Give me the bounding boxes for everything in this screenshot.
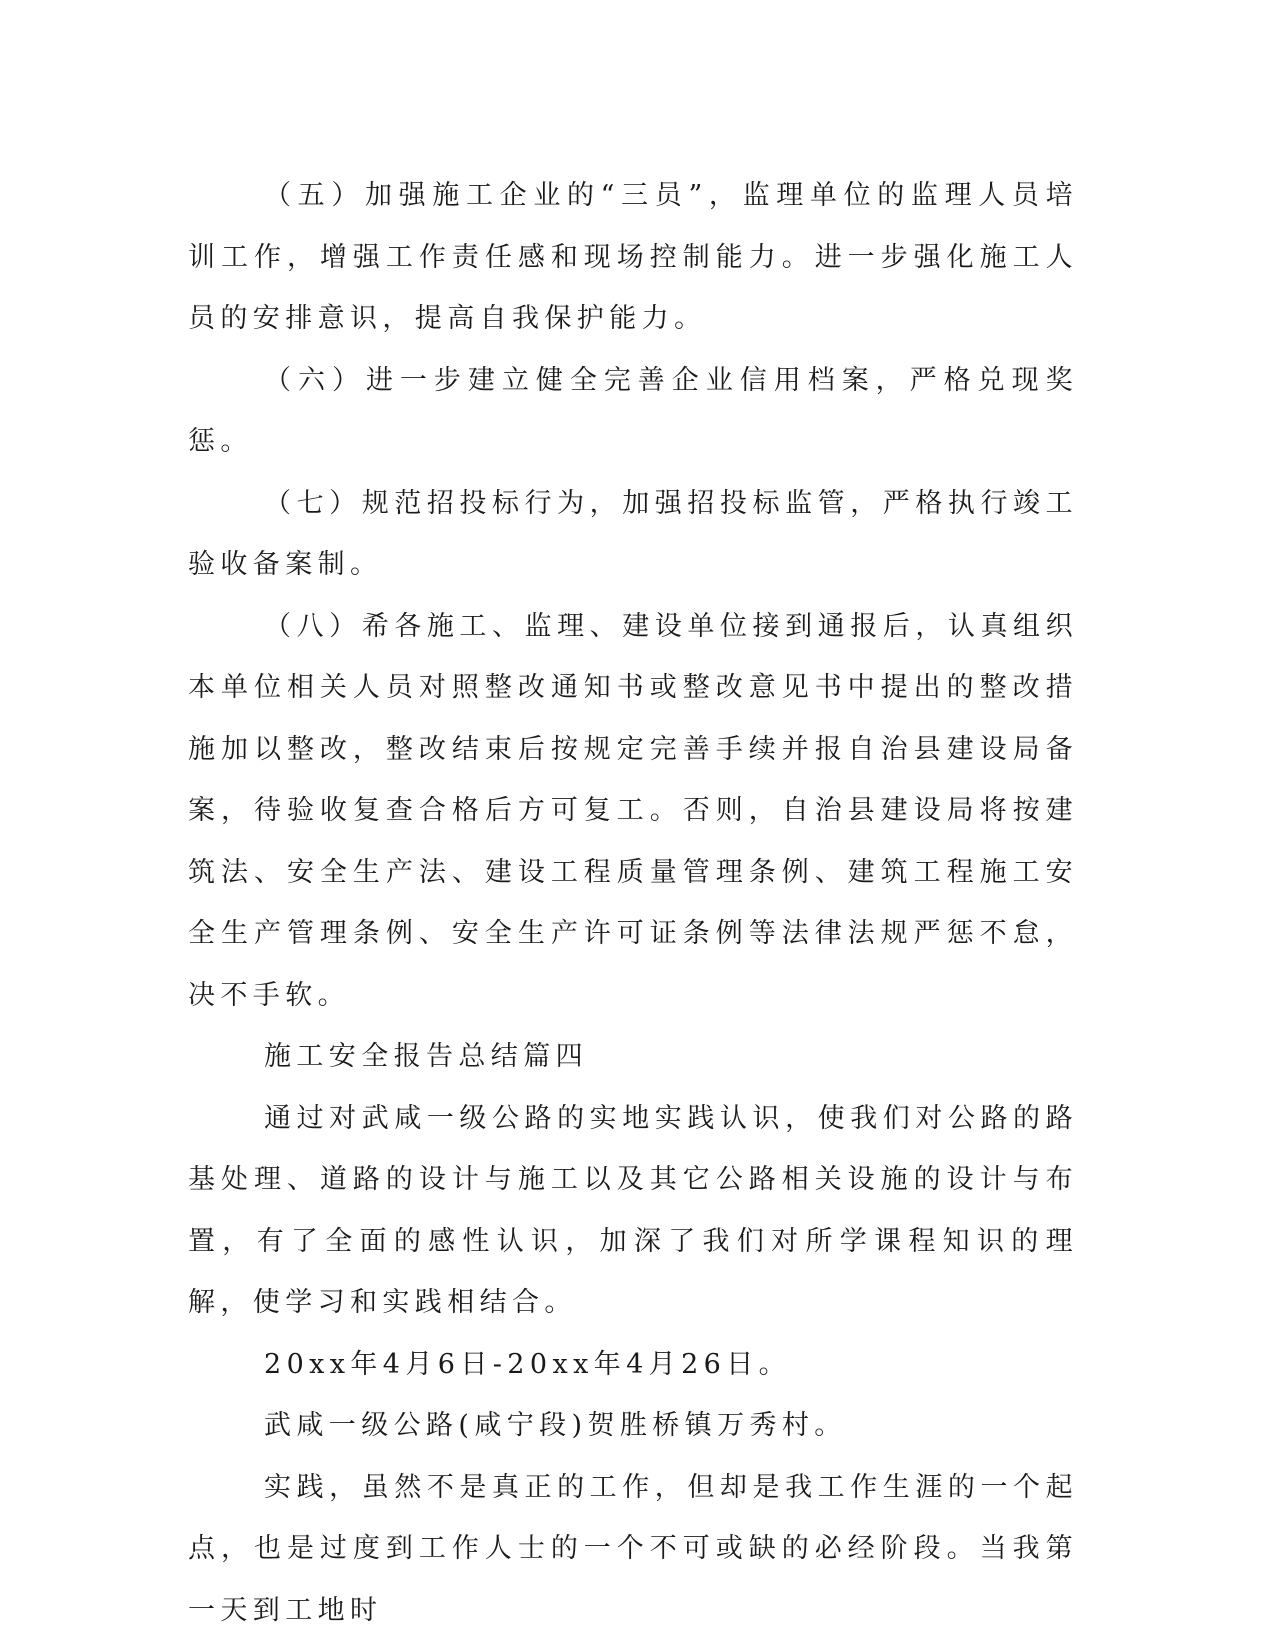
paragraph-location: 武咸一级公路(咸宁段)贺胜桥镇万秀村。: [264, 1410, 847, 1441]
paragraph-item-6: （六）进一步建立健全完善企业信用档案，严格兑现奖惩。: [188, 364, 1078, 457]
paragraph-item-7: （七）规范招投标行为，加强招投标监管，严格执行竣工验收备案制。: [188, 487, 1078, 580]
document-body: [188, 165, 1078, 1641]
paragraph-item-8: （八）希各施工、监理、建设单位接到通报后，认真组织本单位相关人员对照整改通知书或整改意见书中提出的整改措施加以整改，整改结束后按规定完善手续并报自治县建设局备案，待验收复查合格后方可复工。否则，自治县建设局将按建筑法、安全生产法、建设工程质量管理条例、建筑工程施工安全生产管理条例、安全生产许可证条例等法律法规严惩不怠，决不手软。: [188, 610, 1078, 1011]
paragraph-date: 20xx年4月6日-20xx年4月26日。: [264, 1348, 792, 1380]
paragraph-practice: 实践，虽然不是真正的工作，但却是我工作生涯的一个起点，也是过度到工作人士的一个不可或缺的必经阶段。当我第一天到工地时: [188, 1471, 1078, 1626]
paragraph-intro: 通过对武咸一级公路的实地实践认识，使我们对公路的路基处理、道路的设计与施工以及其它公路相关设施的设计与布置，有了全面的感性认识，加深了我们对所学课程知识的理解，使学习和实践相结合。: [188, 1102, 1078, 1318]
section-heading: 施工安全报告总结篇四: [264, 1041, 588, 1072]
paragraph-item-5: （五）加强施工企业的“三员”，监理单位的监理人员培训工作，增强工作责任感和现场控制能力。进一步强化施工人员的安排意识，提高自我保护能力。: [188, 180, 1078, 334]
